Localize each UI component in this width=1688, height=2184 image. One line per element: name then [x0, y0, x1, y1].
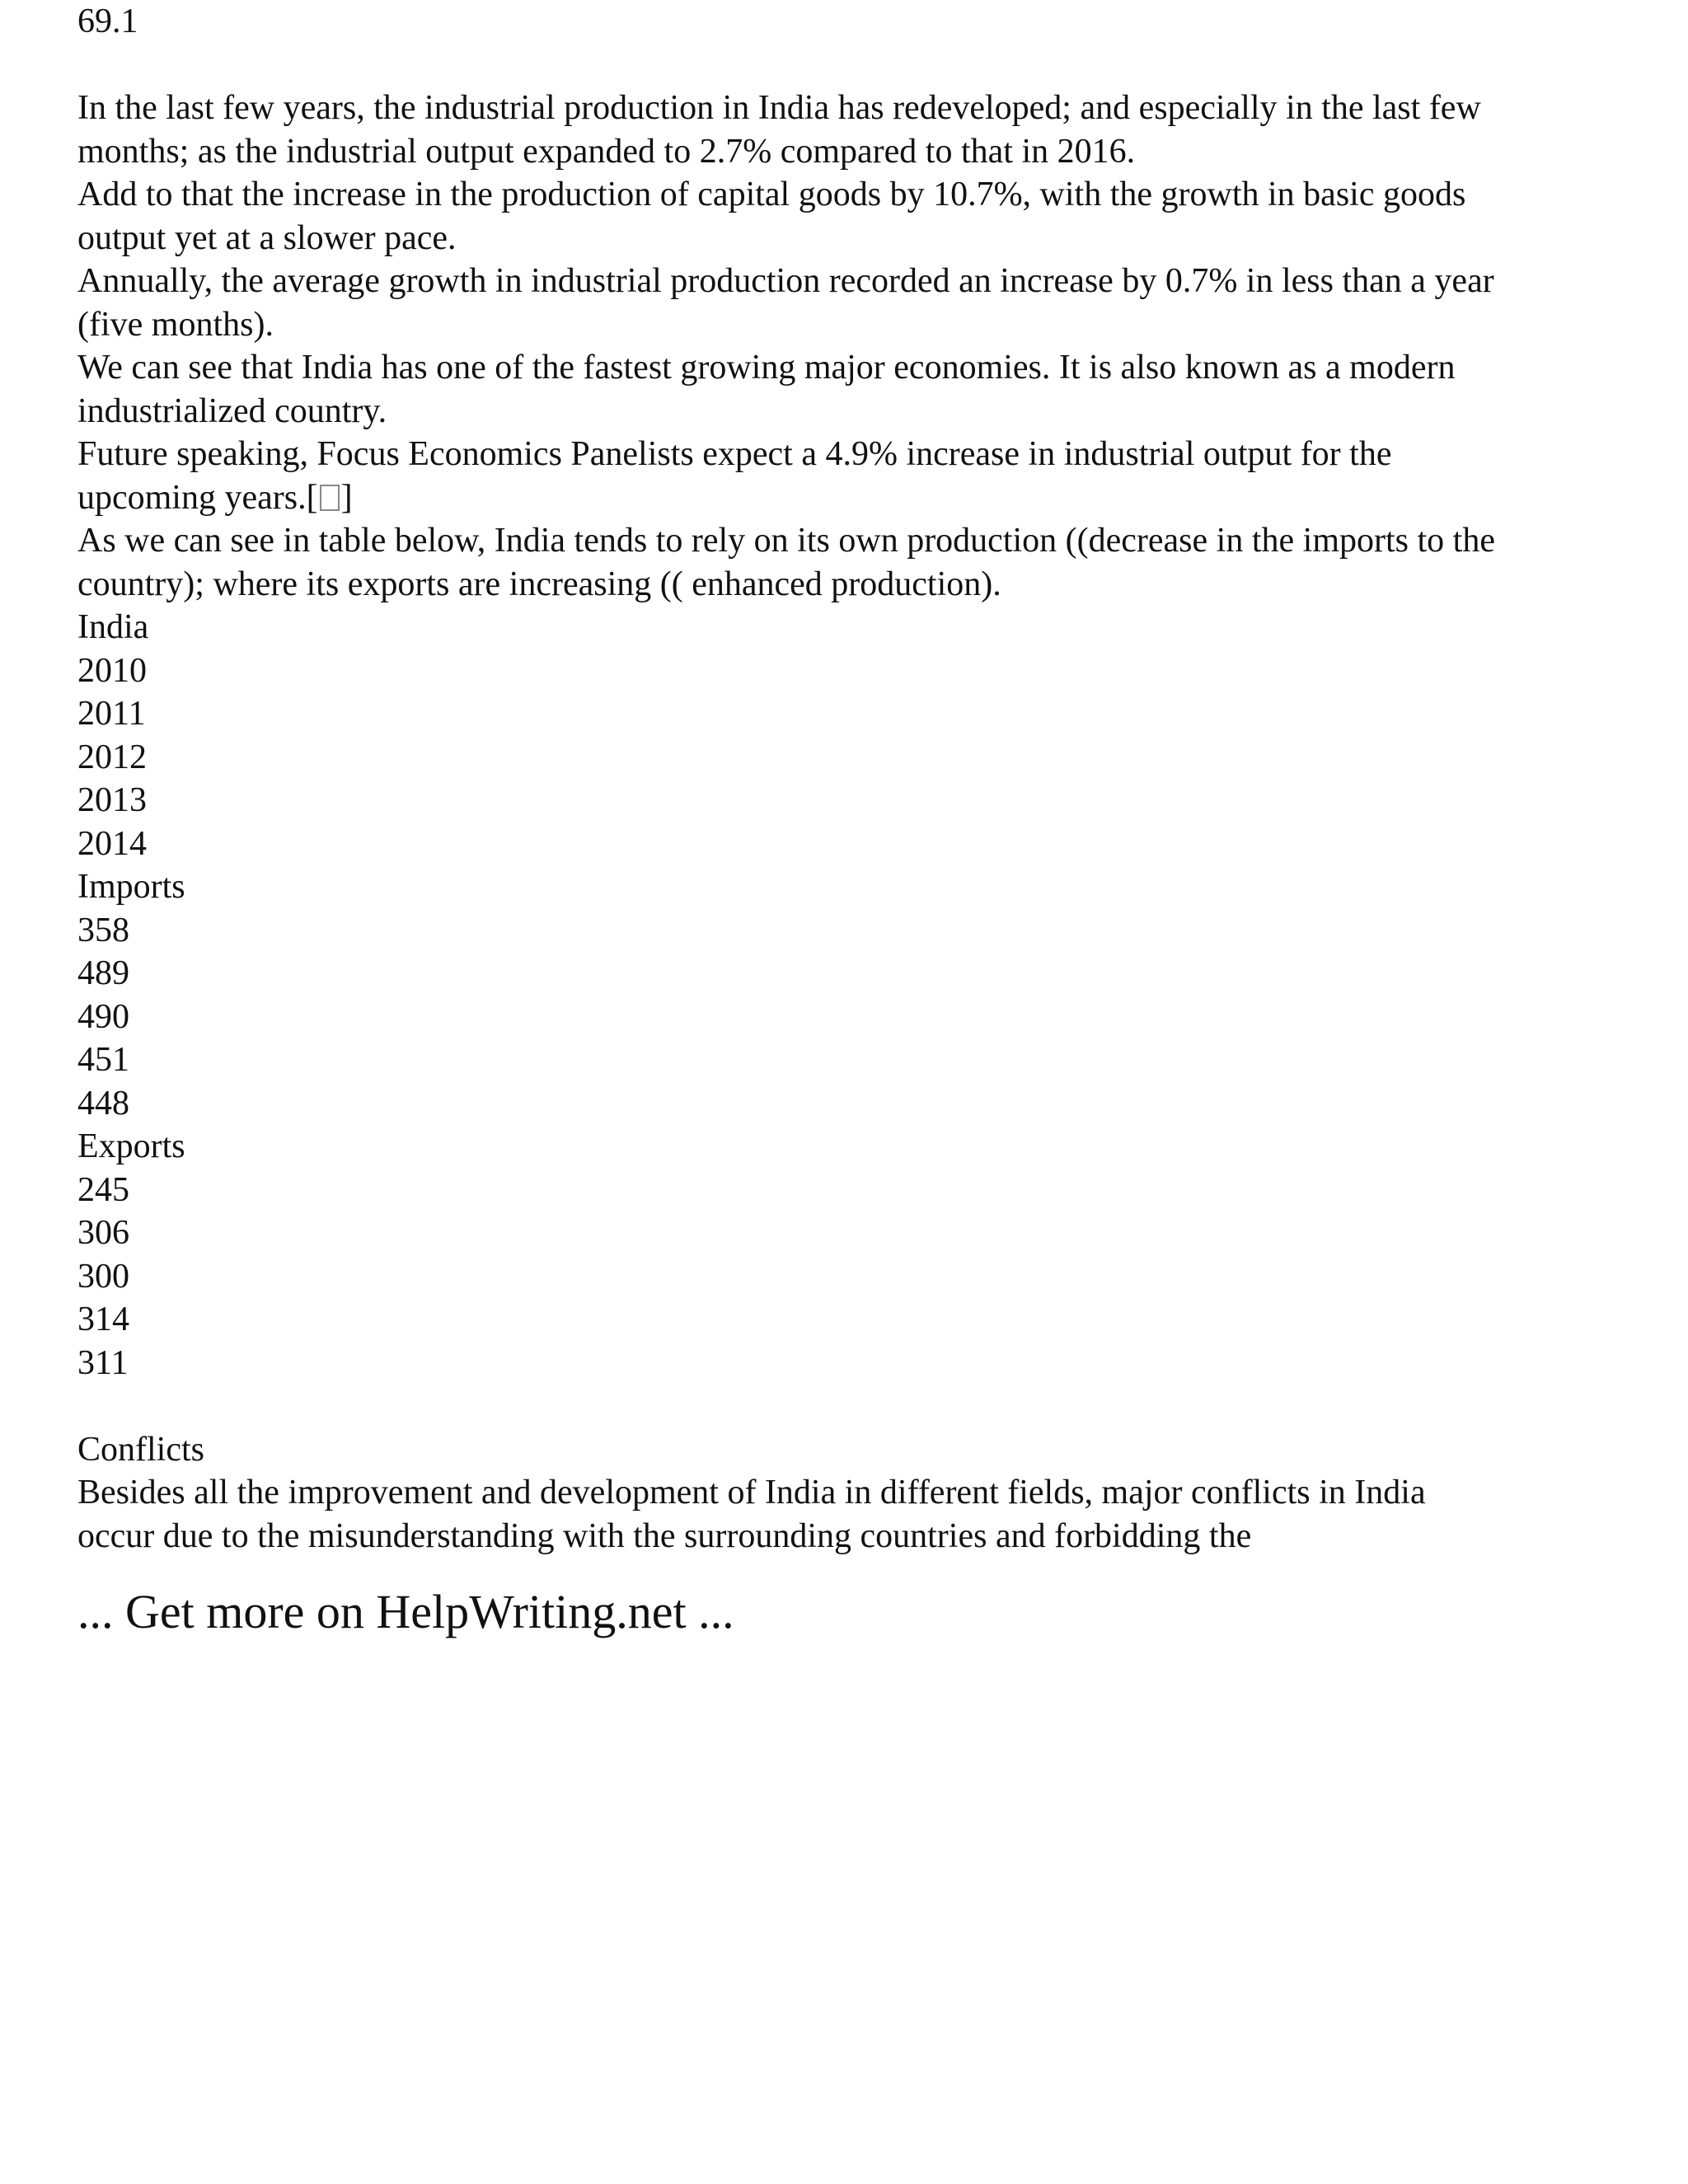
paragraph-line: occur due to the misunderstanding with the surrounding countries and forbidding the	[77, 1516, 1252, 1555]
paragraph-line: We can see that India has one of the fastest growing major economies. It is also known as a modern	[77, 349, 1456, 387]
exports-value: 245	[77, 1170, 129, 1209]
paragraph-line: Besides all the improvement and development of India in different fields, major conflicts in India	[77, 1474, 1426, 1511]
get-more-link-text: ... Get more on HelpWriting.net ...	[77, 1585, 734, 1638]
table-heading-exports: Exports	[77, 1127, 185, 1165]
paragraph-line: output yet at a slower pace.	[77, 218, 457, 257]
paragraph-line: industrialized country.	[77, 391, 387, 430]
paragraph-line: Annually, the average growth in industrial production recorded an increase by 0.7% in less than a year	[77, 262, 1494, 300]
paragraph-line: As we can see in table below, India tends to rely on its own production ((decrease in the imports to the	[77, 522, 1495, 560]
section-heading-conflicts: Conflicts	[77, 1430, 204, 1469]
paragraph-line: In the last few years, the industrial production in India has redeveloped; and especially in the last few	[77, 89, 1481, 127]
table-year: 2011	[77, 695, 146, 733]
table-year: 2014	[77, 824, 147, 863]
imports-value: 451	[77, 1041, 129, 1079]
blank-line	[77, 1385, 1643, 1428]
table-year: 2012	[77, 738, 147, 776]
paragraph-line: Future speaking, Focus Economics Panelists expect a 4.9% increase in industrial output for the	[77, 435, 1392, 473]
reference-bracket: ]	[340, 478, 353, 517]
exports-value: 314	[77, 1301, 129, 1338]
paragraph-line: (five months).	[77, 305, 274, 344]
blank-line	[77, 44, 1643, 87]
imports-value: 358	[77, 911, 129, 949]
exports-value: 311	[77, 1343, 129, 1382]
exports-value: 306	[77, 1214, 129, 1252]
imports-value: 448	[77, 1084, 129, 1122]
table-year: 2013	[77, 781, 147, 819]
paragraph-text: upcoming years.[	[77, 478, 318, 517]
table-year: 2010	[77, 651, 147, 690]
table-heading-imports: Imports	[77, 868, 185, 906]
imports-value: 490	[77, 997, 129, 1036]
paragraph-line: months; as the industrial output expanded to 2.7% compared to that in 2016.	[77, 132, 1136, 171]
paragraph-line-with-reference	[77, 476, 1643, 520]
paragraph-line: country); where its exports are increasing (( enhanced production).	[77, 565, 1001, 603]
paragraph-line: Add to that the increase in the production of capital goods by 10.7%, with the growth in basic goods	[77, 176, 1466, 213]
imports-value: 489	[77, 954, 129, 992]
exports-value: 300	[77, 1257, 129, 1296]
section-number: 69.1	[77, 2, 138, 40]
document-body	[77, 0, 1643, 1690]
table-heading-country: India	[77, 608, 149, 646]
missing-glyph-icon	[320, 485, 340, 511]
